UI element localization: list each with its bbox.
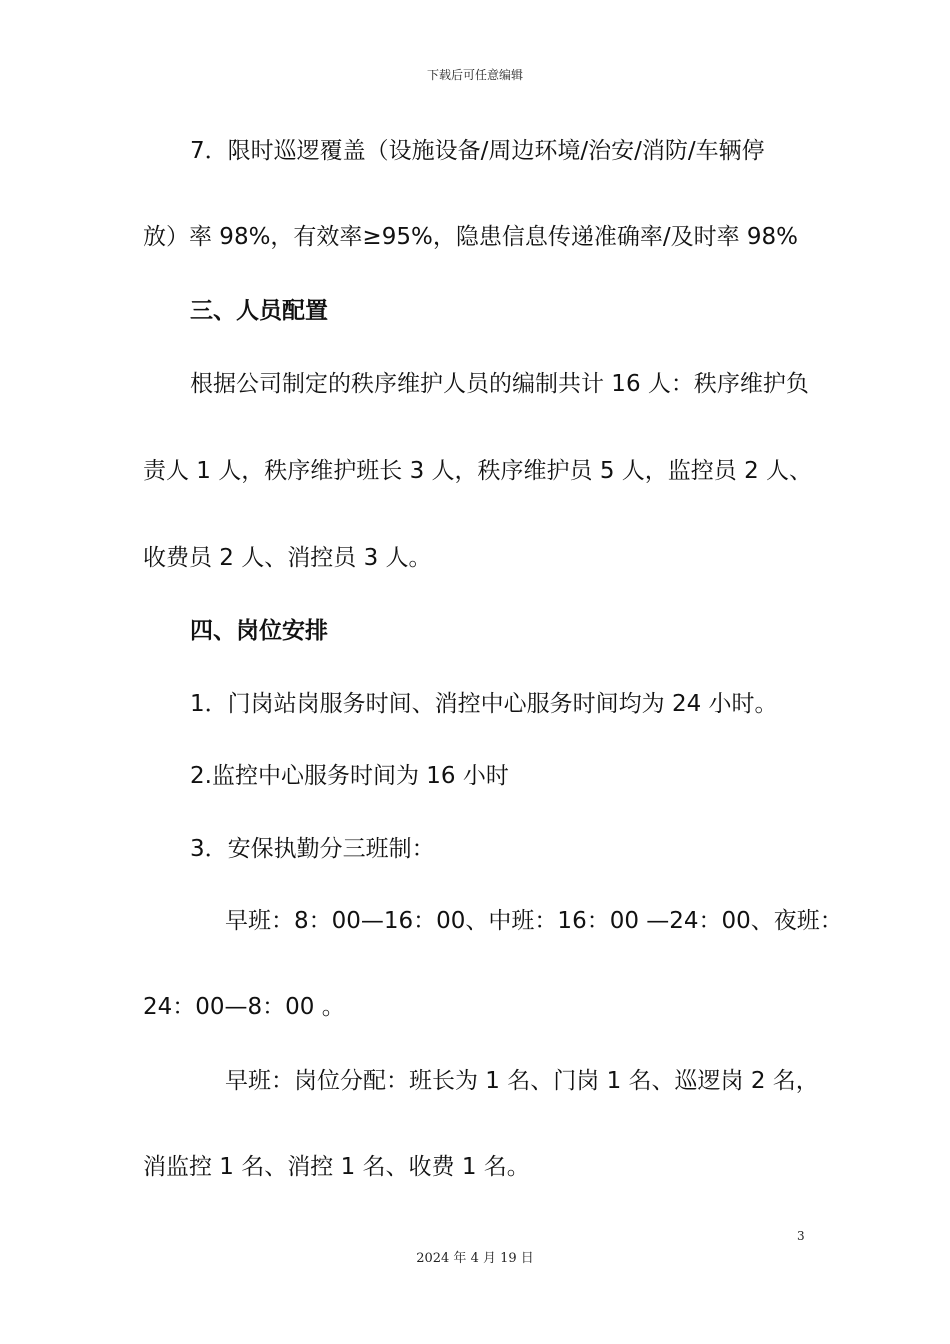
text-line-staffing-3: 收费员 2 人、消控员 3 人。 <box>143 545 432 571</box>
text-line-shifts-1: 早班：8：00—16：00、中班：16：00 —24：00、夜班： <box>225 908 843 934</box>
text-line-item7-cont: 放）率 98%，有效率≥95%，隐患信息传递准确率/及时率 98% <box>143 224 799 250</box>
text-line-shifts-2: 24：00—8：00 。 <box>143 994 345 1020</box>
page-header-note: 下载后可任意编辑 <box>426 68 523 82</box>
text-line-staffing-2: 责人 1 人，秩序维护班长 3 人，秩序维护员 5 人，监控员 2 人、 <box>143 458 813 484</box>
footer-date: 2024 年 4 月 19 日 <box>416 1251 534 1266</box>
text-line-item7: 7．限时巡逻覆盖（设施设备/周边环境/治安/消防/车辆停 <box>190 138 765 164</box>
text-line-post-1: 1．门岗站岗服务时间、消控中心服务时间均为 24 小时。 <box>190 691 778 717</box>
text-line-post-2: 2.监控中心服务时间为 16 小时 <box>190 763 509 789</box>
section-heading-staffing: 三、人员配置 <box>190 298 328 324</box>
text-line-morning-1: 早班：岗位分配：班长为 1 名、门岗 1 名、巡逻岗 2 名， <box>225 1068 819 1094</box>
text-line-staffing-1: 根据公司制定的秩序维护人员的编制共计 16 人：秩序维护负 <box>190 371 809 397</box>
text-line-post-3: 3．安保执勤分三班制： <box>190 836 435 862</box>
section-heading-posts: 四、岗位安排 <box>190 618 328 644</box>
page-number: 3 <box>797 1229 805 1243</box>
text-line-morning-2: 消监控 1 名、消控 1 名、收费 1 名。 <box>143 1154 530 1180</box>
